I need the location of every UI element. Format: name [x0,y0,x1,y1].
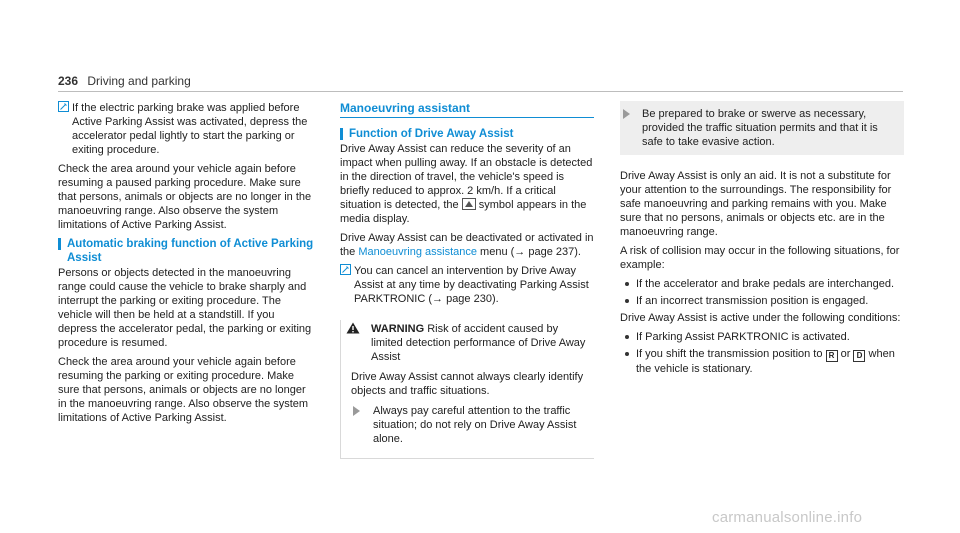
drive-away-symbol-icon [462,198,476,210]
bullet-item: If the accelerator and brake pedals are interchanged. [620,277,904,291]
watermark: carmanualsonline.info [712,509,863,526]
warning-label: WARNING [371,323,425,335]
warning-title-text: Risk of accident caused by limited detection performance of Drive Away Assist [371,323,586,363]
paragraph: Check the area around your vehicle again before resuming a paused parking procedure. Make sure that persons, animals or objects are no longer in the manoeuvring range. Also observe the system limitations of Active Parking Assist. [58,163,312,231]
warning-text: Drive Away Assist cannot always clearly identify objects and traffic situations. [351,371,584,397]
transmission-key-r: R [826,350,838,362]
column-right [620,101,904,379]
note-text: You can cancel an intervention by Drive Away Assist at any time by deactivating Parking Assist PARKTRONIC (→ page 230). [354,265,589,305]
menu-link-manoeuvring-assistance[interactable]: Manoeuvring assistance [358,246,477,258]
bullet-text: If you shift the transmission position to [636,348,823,360]
paragraph [340,231,594,259]
section-heading-manoeuvring-assistant: Manoeuvring assistant [340,101,594,118]
bullet-item [620,347,904,376]
warning-title [341,322,586,364]
paragraph: Check the area around your vehicle again before resuming the parking or exiting procedure. Make sure that persons, animals or objects are no longer in the manoeuvring range. Also observe the system limitations of Active Parking Assist. [58,356,309,424]
transmission-key-d: D [853,350,865,362]
subheading-automatic-braking: Automatic braking function of Active Parking Assist [58,237,316,265]
note-icon [58,101,69,112]
bullet-item: If Parking Assist PARKTRONIC is activated. [620,330,904,344]
paragraph-text: Drive Away Assist can be deactivated or activated in the [340,232,594,258]
step-triangle-icon [623,109,630,119]
paragraph-text: symbol appears in the media display. [340,199,587,225]
subheading-drive-away-assist: Function of Drive Away Assist [340,127,594,141]
paragraph-text: menu (→ page 237). [480,246,581,258]
note-paragraph [340,264,594,306]
warning-step [620,107,898,149]
step-text: Be prepared to brake or swerve as necessary, provided the traffic situation permits and that it is safe to take evasive action. [642,108,878,148]
step-text: Always pay careful attention to the traffic situation; do not rely on Drive Away Assist alone. [373,405,577,445]
paragraph: Drive Away Assist is only an aid. It is not a substitute for your attention to the surroundings. The responsibility for safe manoeuvring and parking remains with you. Make sure that no persons, animals or objects etc. are in the manoeuvring range. [620,170,892,238]
page-header [58,74,191,88]
column-middle [340,101,594,459]
section-title: Driving and parking [87,74,191,88]
note-paragraph [58,101,316,157]
paragraph: A risk of collision may occur in the following situations, for example: [620,245,900,271]
warning-box [340,320,594,459]
note-icon [340,264,351,275]
page-number: 236 [58,74,79,88]
bullet-text: when the vehicle is stationary. [636,348,895,375]
warning-continuation-box [620,101,904,155]
bullet-text: or [840,348,851,360]
warning-step [341,404,586,446]
paragraph: Drive Away Assist is active under the following conditions: [620,312,901,324]
note-text: If the electric parking brake was applied before Active Parking Assist was activated, depress the accelerator pedal lightly to start the parking or exiting procedure. [72,102,308,156]
paragraph: Persons or objects detected in the manoeuvring range could cause the vehicle to brake sharply and interrupt the parking or exiting procedure. The vehicle will then be held at a standstill. If you depress the accelerator pedal, the parking or exiting procedure is resumed. [58,267,312,349]
header-divider [58,91,903,92]
paragraph [340,142,594,226]
paragraph-text: Drive Away Assist can reduce the severity of an impact when pulling away. If an obstacle is detected in the direction of travel, the vehicle's speed is briefly reduced to approx. 2 km/h. If a critical situation is detected, the [340,143,593,211]
step-triangle-icon [353,406,360,416]
warning-icon [346,322,360,334]
column-left [58,101,316,430]
bullet-item: If an incorrect transmission position is engaged. [620,294,904,308]
